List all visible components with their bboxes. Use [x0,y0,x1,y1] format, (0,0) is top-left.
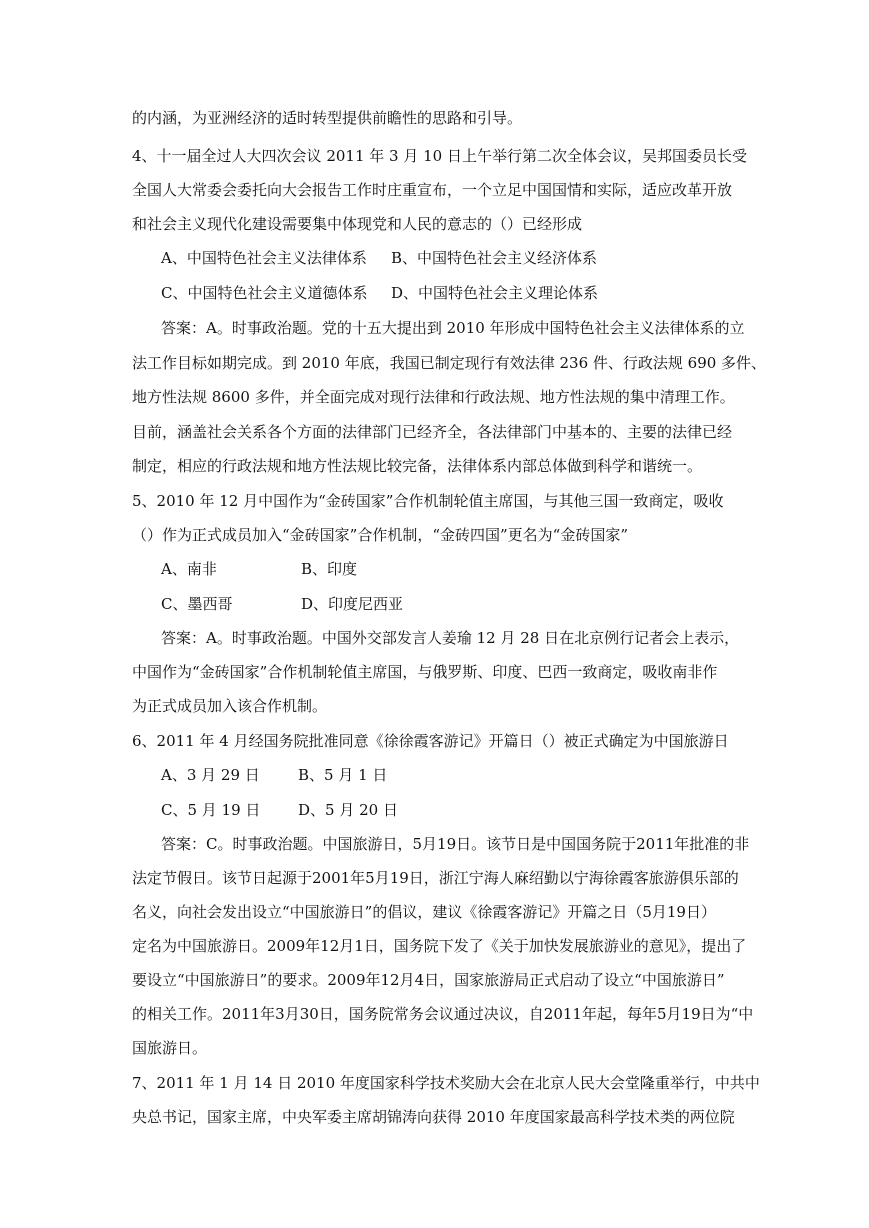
answer-line: 答案：C。时事政治题。中国旅游日，5月19日。该节日是中国国务院于2011年批准的非 [161,835,750,853]
option-a: A、3 月 29 日 [161,766,260,784]
text-line: 的内涵，为亚洲经济的适时转型提供前瞻性的思路和引导。 [132,109,523,127]
option-d: D、5 月 20 日 [298,801,398,819]
option-b: B、中国特色社会主义经济体系 [391,249,598,267]
text-line: 法定节假日。该节日起源于2001年5月19日，浙江宁海人麻绍勤以宁海徐霞客旅游俱乐部的 [132,869,739,887]
question-6-line: 6、2011 年 4 月经国务院批准同意《徐徐霞客游记》开篇日（）被正式确定为中国旅游日 [132,732,729,750]
option-a: A、南非 [161,560,217,578]
option-d: D、中国特色社会主义理论体系 [391,284,599,302]
option-c: C、墨西哥 [161,595,233,613]
option-c: C、5 月 19 日 [161,801,261,819]
question-5-line: 5、2010 年 12 月中国作为“金砖国家”合作机制轮值主席国，与其他三国一致商定，吸收 [132,492,724,510]
option-b: B、5 月 1 日 [298,766,388,784]
text-line: 地方性法规 8600 多件，并全面完成对现行法律和行政法规、地方性法规的集中清理工作。 [132,388,735,406]
option-b: B、印度 [301,560,358,578]
text-line: 定名为中国旅游日。2009年12月1日，国务院下发了《关于加快发展旅游业的意见》，提出了 [132,937,747,955]
text-line: 为正式成员加入该合作机制。 [132,697,328,715]
text-line: 的相关工作。2011年3月30日，国务院常务会议通过决议，自2011年起，每年5月19日为“中 [132,1005,754,1023]
text-line: 央总书记，国家主席，中央军委主席胡锦涛向获得 2010 年度国家最高科学技术类的两位院 [132,1108,735,1126]
answer-line: 答案：A。时事政治题。中国外交部发言人姜瑜 12 月 28 日在北京例行记者会上表示， [161,629,740,647]
text-line: 国旅游日。 [132,1039,208,1057]
text-line: 名义，向社会发出设立“中国旅游日”的倡议，建议《徐霞客游记》开篇之日（5月19日） [132,903,716,921]
text-line: （）作为正式成员加入“金砖国家”合作机制，“金砖四国”更名为“金砖国家” [132,526,629,544]
text-line: 制定，相应的行政法规和地方性法规比较完备，法律体系内部总体做到科学和谐统一。 [132,457,703,475]
text-line: 和社会主义现代化建设需要集中体现党和人民的意志的（）已经形成 [132,215,583,233]
question-7-line: 7、2011 年 1 月 14 日 2010 年度国家科学技术奖励大会在北京人民大会堂隆重举行，中共中 [132,1074,760,1092]
option-c: C、中国特色社会主义道德体系 [161,284,368,302]
text-line: 要设立“中国旅游日”的要求。2009年12月4日，国家旅游局正式启动了设立“中国旅游日” [132,971,725,989]
option-d: D、印度尼西亚 [301,595,404,613]
option-a: A、中国特色社会主义法律体系 [161,249,367,267]
text-line: 法工作目标如期完成。到 2010 年底，我国已制定现行有效法律 236 件、行政法规 690 多件、 [132,354,767,372]
answer-line: 答案：A。时事政治题。党的十五大提出到 2010 年形成中国特色社会主义法律体系的立 [161,319,745,337]
text-line: 目前，涵盖社会关系各个方面的法律部门已经齐全，各法律部门中基本的、主要的法律已经 [132,423,733,441]
text-line: 全国人大常委会委托向大会报告工作时庄重宣布，一个立足中国国情和实际，适应改革开放 [132,181,733,199]
question-4-line: 4、十一届全过人大四次会议 2011 年 3 月 10 日上午举行第二次全体会议，吴邦国委员长受 [132,147,747,165]
text-line: 中国作为“金砖国家”合作机制轮值主席国，与俄罗斯、印度、巴西一致商定，吸收南非作 [132,663,718,681]
